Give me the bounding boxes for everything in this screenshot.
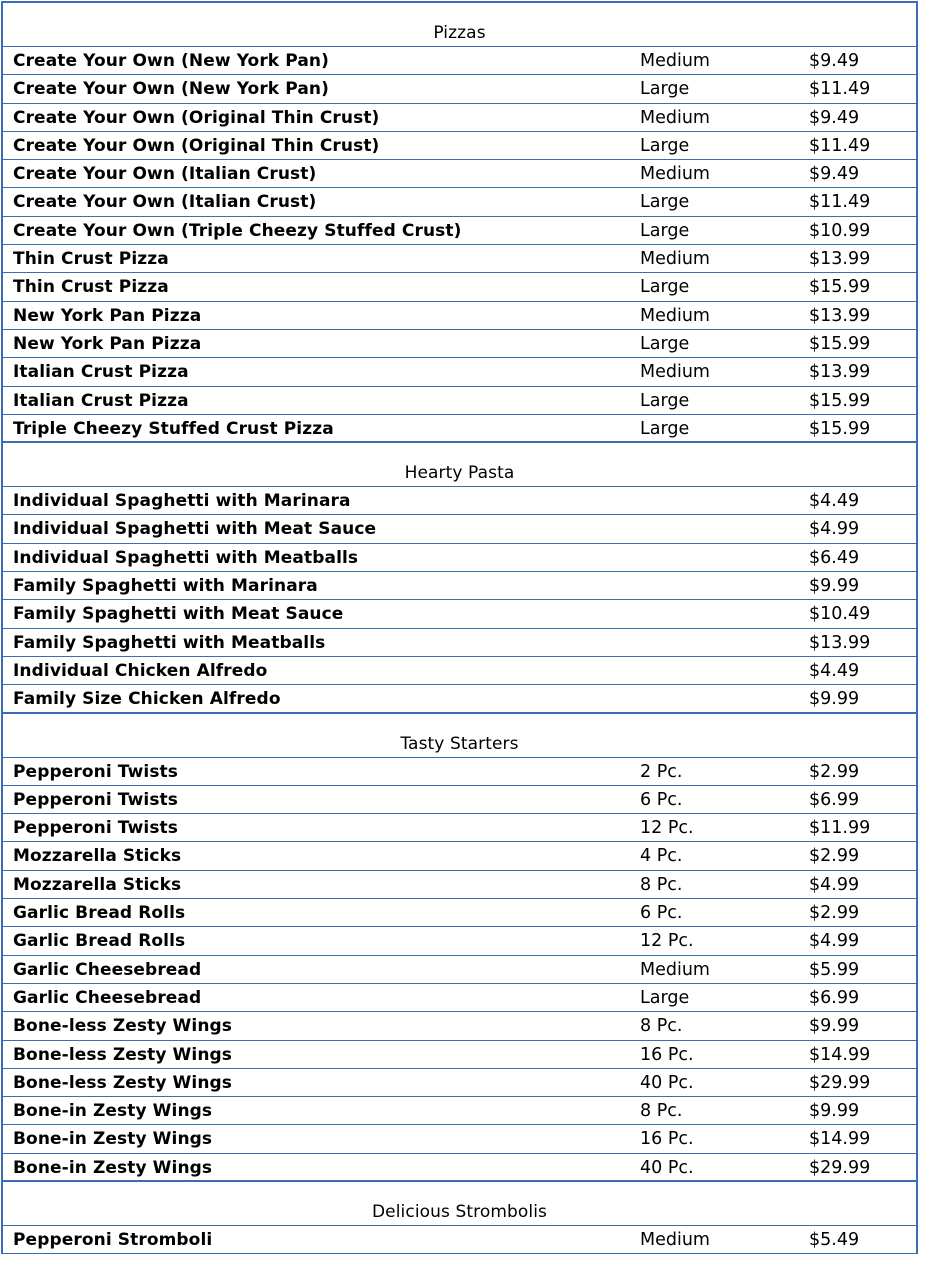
section-title: Pizzas <box>433 23 486 43</box>
item-name: Create Your Own (Triple Cheezy Stuffed Crust) <box>13 220 462 241</box>
item-name: Pepperoni Twists <box>13 818 178 839</box>
item-name: Bone-less Zesty Wings <box>13 1016 233 1037</box>
item-name: Bone-in Zesty Wings <box>13 1157 213 1178</box>
item-size: 16 Pc. <box>640 1129 694 1150</box>
item-price: $5.99 <box>809 959 860 980</box>
item-price: $13.99 <box>809 632 871 653</box>
item-name: Garlic Bread Rolls <box>13 931 186 952</box>
item-name: Family Spaghetti with Meatballs <box>13 632 326 653</box>
item-size: Large <box>640 333 690 354</box>
item-price: $2.99 <box>809 846 860 867</box>
table-row <box>3 358 916 386</box>
table-row <box>3 1097 916 1125</box>
table-row <box>3 330 916 358</box>
item-name: Individual Spaghetti with Meat Sauce <box>13 519 377 540</box>
item-size: Large <box>640 79 690 100</box>
item-price: $29.99 <box>809 1072 871 1093</box>
item-size: 8 Pc. <box>640 1101 683 1122</box>
item-price: $14.99 <box>809 1044 871 1065</box>
table-row <box>3 104 916 132</box>
item-size: 8 Pc. <box>640 1016 683 1037</box>
item-size: Large <box>640 418 690 439</box>
table-row <box>3 984 916 1012</box>
item-price: $5.49 <box>809 1229 860 1250</box>
item-price: $9.99 <box>809 1101 860 1122</box>
item-size: 8 Pc. <box>640 874 683 895</box>
item-size: 40 Pc. <box>640 1072 694 1093</box>
table-row <box>3 600 916 628</box>
item-name: Bone-less Zesty Wings <box>13 1072 233 1093</box>
table-row <box>3 1012 916 1040</box>
item-size: Large <box>640 277 690 298</box>
table-row <box>3 1041 916 1069</box>
item-name: Family Size Chicken Alfredo <box>13 689 281 710</box>
section-header <box>3 443 916 487</box>
item-price: $4.99 <box>809 519 860 540</box>
item-price: $11.99 <box>809 818 871 839</box>
item-name: New York Pan Pizza <box>13 305 202 326</box>
item-name: Mozzarella Sticks <box>13 874 182 895</box>
item-size: Medium <box>640 305 710 326</box>
item-size: Medium <box>640 959 710 980</box>
item-name: Italian Crust Pizza <box>13 390 189 411</box>
item-size: Medium <box>640 1229 710 1250</box>
table-row <box>3 1069 916 1097</box>
table-row <box>3 786 916 814</box>
section-title: Tasty Starters <box>400 733 519 754</box>
item-name: Pepperoni Stromboli <box>13 1229 213 1250</box>
item-name: Bone-in Zesty Wings <box>13 1101 213 1122</box>
item-size: 6 Pc. <box>640 903 683 924</box>
table-row <box>3 544 916 572</box>
table-row <box>3 245 916 273</box>
item-name: Individual Spaghetti with Marinara <box>13 491 351 512</box>
item-price: $4.99 <box>809 931 860 952</box>
table-row <box>3 758 916 786</box>
table-row <box>3 657 916 685</box>
table-row <box>3 814 916 842</box>
section-header <box>3 3 916 47</box>
item-size: 16 Pc. <box>640 1044 694 1065</box>
table-row <box>3 515 916 543</box>
item-name: Individual Chicken Alfredo <box>13 660 268 681</box>
item-name: Thin Crust Pizza <box>13 249 169 270</box>
item-name: Create Your Own (New York Pan) <box>13 79 329 100</box>
table-row <box>3 415 916 443</box>
item-size: Large <box>640 220 690 241</box>
item-price: $9.99 <box>809 576 860 597</box>
table-row <box>3 572 916 600</box>
item-name: Garlic Bread Rolls <box>13 903 186 924</box>
item-price: $4.99 <box>809 874 860 895</box>
item-price: $13.99 <box>809 362 871 383</box>
item-name: Triple Cheezy Stuffed Crust Pizza <box>13 418 334 439</box>
table-row <box>3 217 916 245</box>
item-name: Create Your Own (Italian Crust) <box>13 192 317 213</box>
table-row <box>3 927 916 955</box>
table-row <box>3 188 916 216</box>
item-price: $2.99 <box>809 761 860 782</box>
item-price: $13.99 <box>809 305 871 326</box>
table-row <box>3 160 916 188</box>
item-size: Medium <box>640 164 710 185</box>
item-name: Bone-less Zesty Wings <box>13 1044 233 1065</box>
item-price: $15.99 <box>809 418 871 439</box>
item-price: $4.49 <box>809 491 860 512</box>
item-size: Medium <box>640 107 710 128</box>
item-price: $10.99 <box>809 220 871 241</box>
table-row <box>3 487 916 515</box>
item-price: $15.99 <box>809 277 871 298</box>
table-row <box>3 1154 916 1182</box>
item-price: $11.49 <box>809 135 871 156</box>
item-size: 12 Pc. <box>640 818 694 839</box>
table-row <box>3 871 916 899</box>
item-name: Create Your Own (Original Thin Crust) <box>13 135 380 156</box>
table-row <box>3 899 916 927</box>
menu-table <box>1 1 918 1254</box>
item-size: 4 Pc. <box>640 846 683 867</box>
item-name: Create Your Own (New York Pan) <box>13 51 329 71</box>
item-price: $6.99 <box>809 987 860 1008</box>
item-size: 40 Pc. <box>640 1157 694 1178</box>
section-title: Hearty Pasta <box>404 463 515 484</box>
item-price: $15.99 <box>809 390 871 411</box>
item-price: $13.99 <box>809 249 871 270</box>
item-price: $9.49 <box>809 164 860 185</box>
table-row <box>3 1125 916 1153</box>
table-row <box>3 842 916 870</box>
item-size: 2 Pc. <box>640 761 683 782</box>
item-size: Medium <box>640 362 710 383</box>
table-row <box>3 956 916 984</box>
section-header <box>3 714 916 758</box>
table-row <box>3 1226 916 1254</box>
item-name: Create Your Own (Original Thin Crust) <box>13 107 380 128</box>
item-price: $6.49 <box>809 547 860 568</box>
item-name: Thin Crust Pizza <box>13 277 169 298</box>
item-name: Create Your Own (Italian Crust) <box>13 164 317 185</box>
section-header <box>3 1182 916 1226</box>
table-row <box>3 387 916 415</box>
item-price: $2.99 <box>809 903 860 924</box>
item-price: $14.99 <box>809 1129 871 1150</box>
item-price: $29.99 <box>809 1157 871 1178</box>
table-row <box>3 47 916 75</box>
table-row <box>3 629 916 657</box>
item-name: New York Pan Pizza <box>13 333 202 354</box>
table-row <box>3 75 916 103</box>
item-price: $15.99 <box>809 333 871 354</box>
item-size: Medium <box>640 249 710 270</box>
table-row <box>3 302 916 330</box>
item-price: $11.49 <box>809 79 871 100</box>
item-price: $9.99 <box>809 1016 860 1037</box>
item-size: 12 Pc. <box>640 931 694 952</box>
item-name: Garlic Cheesebread <box>13 959 202 980</box>
item-size: Large <box>640 987 690 1008</box>
item-name: Italian Crust Pizza <box>13 362 189 383</box>
item-size: Large <box>640 192 690 213</box>
item-name: Mozzarella Sticks <box>13 846 182 867</box>
item-size: Large <box>640 390 690 411</box>
table-row <box>3 685 916 713</box>
item-size: Large <box>640 135 690 156</box>
item-price: $4.49 <box>809 660 860 681</box>
item-name: Pepperoni Twists <box>13 789 178 810</box>
item-size: 6 Pc. <box>640 789 683 810</box>
section-title: Delicious Strombolis <box>371 1201 548 1222</box>
item-name: Bone-in Zesty Wings <box>13 1129 213 1150</box>
item-size: Medium <box>640 51 710 71</box>
item-price: $9.49 <box>809 107 860 128</box>
item-price: $11.49 <box>809 192 871 213</box>
item-name: Garlic Cheesebread <box>13 987 202 1008</box>
item-price: $6.99 <box>809 789 860 810</box>
item-name: Family Spaghetti with Marinara <box>13 576 318 597</box>
item-price: $10.49 <box>809 604 871 625</box>
table-row <box>3 273 916 301</box>
item-price: $9.49 <box>809 51 860 71</box>
item-name: Individual Spaghetti with Meatballs <box>13 547 359 568</box>
item-name: Family Spaghetti with Meat Sauce <box>13 604 344 625</box>
item-name: Pepperoni Twists <box>13 761 178 782</box>
item-price: $9.99 <box>809 689 860 710</box>
table-row <box>3 132 916 160</box>
